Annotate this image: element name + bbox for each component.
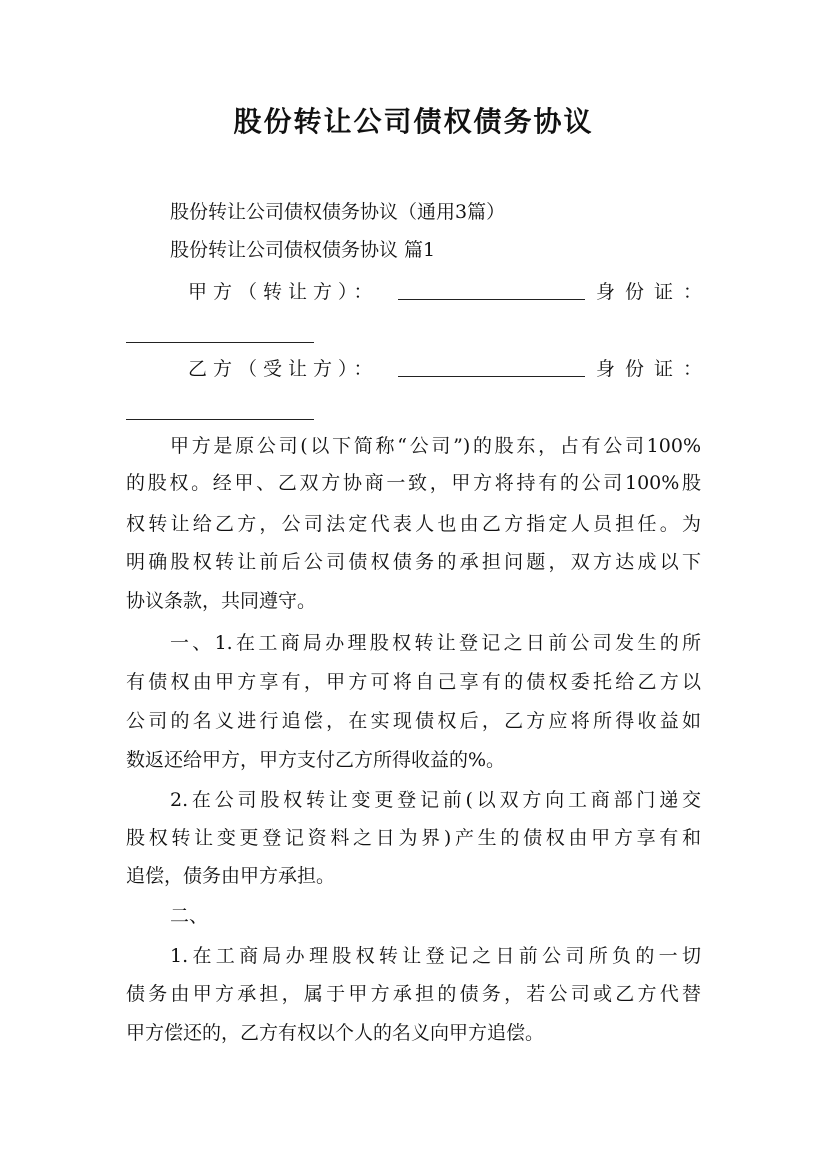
paragraph-line: 一、1.在工商局办理股权转让登记之日前公司发生的所	[170, 632, 701, 654]
paragraph-line: 股权转让变更登记资料之日为界)产生的债权由甲方享有和	[126, 827, 701, 849]
party-b-id-label: 身份证：	[596, 358, 713, 380]
party-b-label: 乙方（受让方）：	[188, 358, 379, 380]
paragraph-line: 明确股权转让前后公司债权债务的承担问题，双方达成以下	[126, 551, 701, 573]
paragraph-line: 债务由甲方承担，属于甲方承担的债务，若公司或乙方代替	[126, 983, 701, 1005]
paragraph-line: 权转让给乙方，公司法定代表人也由乙方指定人员担任。为	[126, 513, 701, 535]
paragraph-line: 甲方是原公司(以下简称“公司”)的股东，占有公司100%	[170, 435, 701, 457]
paragraph-line: 2.在公司股权转让变更登记前(以双方向工商部门递交	[170, 789, 701, 811]
paragraph-line: 数返还给甲方，甲方支付乙方所得收益的%。	[126, 749, 506, 771]
party-a-label: 甲方（转让方）：	[188, 281, 379, 303]
clause-heading: 二、	[170, 905, 209, 927]
section-heading: 股份转让公司债权债务协议 篇1	[170, 239, 436, 261]
document-subtitle: 股份转让公司债权债务协议（通用3篇）	[170, 201, 506, 223]
party-a-id-label: 身份证：	[596, 281, 713, 303]
paragraph-line: 协议条款，共同遵守。	[126, 590, 317, 612]
paragraph-line: 公司的名义进行追偿，在实现债权后，乙方应将所得收益如	[126, 710, 701, 732]
paragraph-line: 甲方偿还的，乙方有权以个人的名义向甲方追偿。	[126, 1022, 545, 1044]
paragraph-line: 追偿，债务由甲方承担。	[126, 865, 336, 887]
paragraph-line: 的股权。经甲、乙双方协商一致，甲方将持有的公司100%股	[126, 472, 701, 494]
document-title: 股份转让公司债权债务协议	[233, 105, 594, 138]
party-b-name-blank	[398, 376, 585, 377]
paragraph-line: 1.在工商局办理股权转让登记之日前公司所负的一切	[170, 945, 701, 967]
paragraph-line: 有债权由甲方享有，甲方可将自己享有的债权委托给乙方以	[126, 671, 701, 693]
party-a-name-blank	[398, 299, 585, 300]
party-a-id-blank	[126, 342, 314, 343]
party-b-id-blank	[126, 419, 314, 420]
